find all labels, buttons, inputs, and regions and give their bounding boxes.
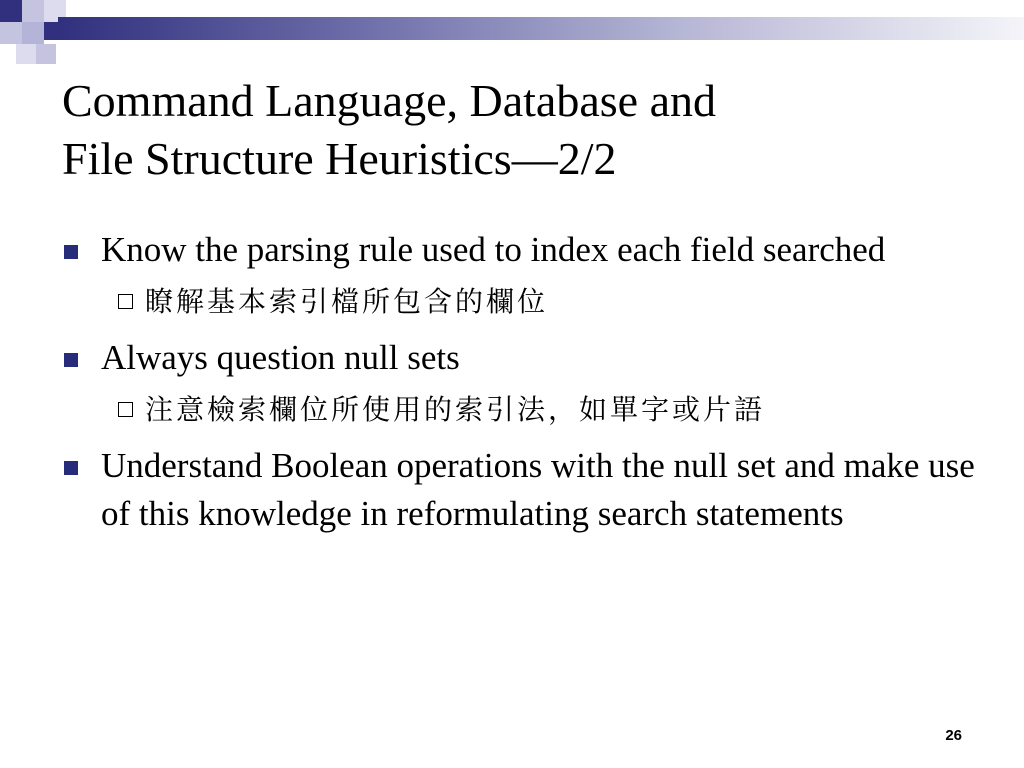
square-bullet-icon	[64, 245, 78, 259]
header-gradient-bar	[58, 17, 1024, 40]
hollow-square-bullet-icon	[118, 294, 133, 309]
square-bullet-icon	[64, 461, 78, 475]
sub-bullet-text: 注意檢索欄位所使用的索引法，如單字或片語	[145, 393, 766, 426]
sub-bullet-text: 瞭解基本索引檔所包含的欄位	[145, 285, 549, 318]
sub-bullet-item	[0, 392, 1024, 428]
square-bullet-icon	[64, 353, 78, 367]
bullet-item	[0, 442, 1024, 538]
slide-title	[62, 72, 1002, 188]
corner-decoration	[0, 0, 80, 80]
title-line-1: Command Language, Database and	[62, 75, 716, 126]
bullet-item	[0, 226, 1024, 274]
bullet-text: Know the parsing rule used to index each field searched	[101, 230, 886, 269]
sub-bullet-item	[0, 284, 1024, 320]
bullet-text: Understand Boolean operations with the null set and make use of this knowledge in reformulating search statements	[101, 446, 975, 533]
bullet-list	[0, 226, 1024, 550]
hollow-square-bullet-icon	[118, 402, 133, 417]
bullet-item	[0, 334, 1024, 382]
bullet-text: Always question null sets	[101, 338, 460, 377]
title-line-2: File Structure Heuristics—2/2	[62, 133, 617, 184]
page-number: 26	[945, 727, 962, 744]
